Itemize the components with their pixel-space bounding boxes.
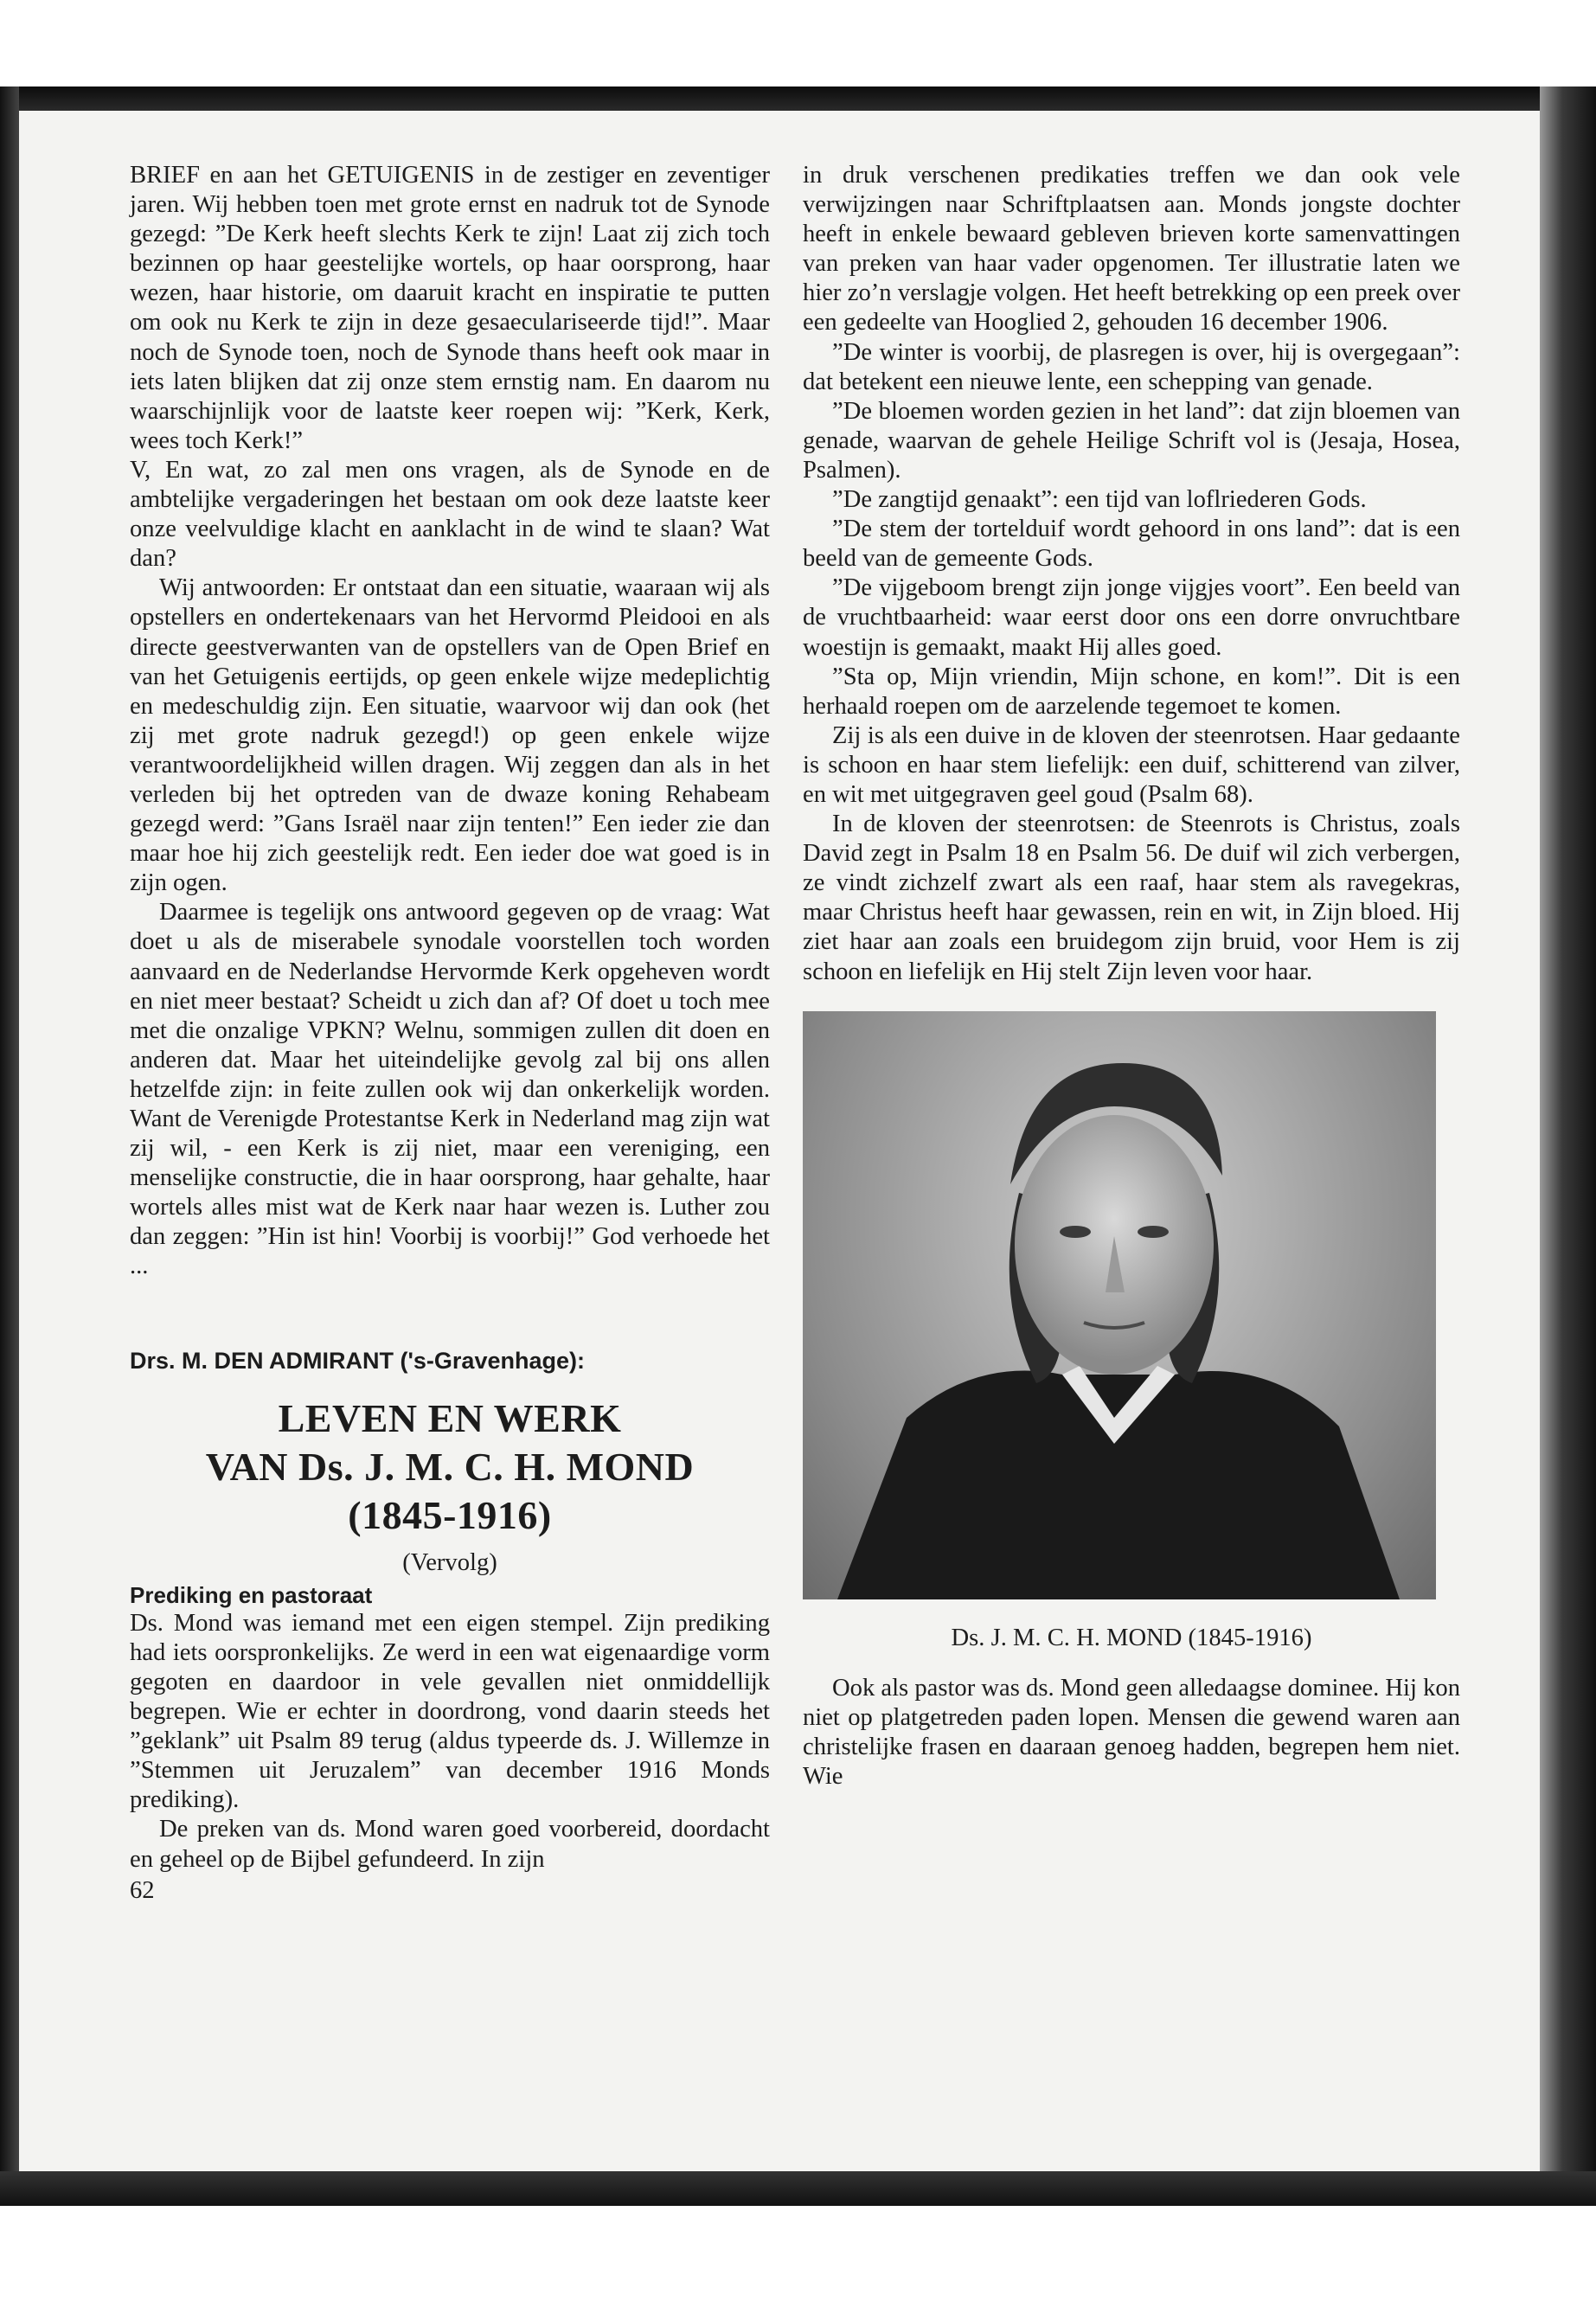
section-subheading: Prediking en pastoraat (130, 1581, 373, 1608)
photo-caption: Ds. J. M. C. H. MOND (1845-1916) (951, 1624, 1312, 1651)
right-column (803, 161, 1460, 1791)
paragraph: ”De vijgeboom brengt zijn jonge vijgjes voort”. Een beeld van de vruchtbaarheid: waar eerst door ons een dorre onvruchtbare woestijn is gemaakt, maakt Hij alles goed. (803, 574, 1460, 661)
magazine-page (19, 111, 1540, 2171)
article-title-line: VAN Ds. J. M. C. H. MOND (205, 1444, 695, 1489)
article-title (130, 1394, 770, 1540)
paragraph: ”De bloemen worden gezien in het land”: dat zijn bloemen van genade, waarvan de gehele Heilige Schrift vol is (Jesaja, Hosea, Psalmen). (803, 397, 1460, 484)
continued-label: (Vervolg) (402, 1548, 497, 1576)
portrait-illustration (803, 1011, 1436, 1599)
paragraph: Daarmee is tegelijk ons antwoord gegeven op de vraag: Wat doet u als de miserabele synodale voorstellen toch worden aanvaard en de Nederlandse Hervormde Kerk opgeheven wordt en niet meer bestaat? Scheidt u zich dan af? Of doet u toch mee met die onzalige VPKN? Welnu, sommigen zullen dit doen en anderen dat. Maar het uiteindelijke gevolg zal bij ons allen hetzelfde zijn: in feite zullen ook wij dan onkerkelijk worden. Want de Verenigde Protestantse Kerk in Nederland mag zijn wat zij wil, - een Kerk is zij niet, maar een vereniging, een menselijke constructie, die in haar oorsprong, haar gehalte, haar wortels alles mist wat de Kerk naar haar wezen is. Luther zou dan zeggen: ”Hin ist hin! Voorbij is voorbij!” God verhoede het ... (130, 899, 770, 1280)
paragraph: ”Sta op, Mijn vriendin, Mijn schone, en kom!”. Dit is een herhaald roepen om de aarzelende tegemoet te komen. (803, 663, 1460, 720)
binding-top-edge (0, 87, 1596, 111)
article-title-line: (1845-1916) (348, 1492, 552, 1537)
paragraph: Wij antwoorden: Er ontstaat dan een situatie, waaraan wij als opstellers en ondertekenaars van het Hervormd Pleidooi en als directe geestverwanten van de opstellers van de Open Brief en van het Getuigenis eertijds, op geen enkele wijze medeplichtig en medeschuldig zijn. Een situatie, waarvoor wij dan ook (het zij met grote nadruk gezegd!) op geen enkele wijze verantwoordelijkheid willen dragen. Wij zeggen dan als in het verleden bij het optreden van de dwaze koning Rehabeam gezegd werd: ”Gans Israël naar zijn tenten!” Een ieder zie dan maar hoe hij zich geestelijk redt. Een ieder doe wat goed is in zijn ogen. (130, 574, 770, 897)
paragraph: V, En wat, zo zal men ons vragen, als de Synode en de ambtelijke vergaderingen het bestaan om ook deze laatste keer onze veelvuldige klacht en aanklacht in de wind te slaan? Wat dan? (130, 456, 770, 573)
paragraph: in druk verschenen predikaties treffen we dan ook vele verwijzingen naar Schriftplaatsen aan. Monds jongste dochter heeft in enkele bewaard gebleven brieven korte samenvattingen van preken van haar vader opgenomen. Ter illustratie laten we hier zo’n verslagje volgen. Het heeft betrekking op een preek over een gedeelte van Hooglied 2, gehouden 16 december 1906. (803, 162, 1460, 336)
article-author: Drs. M. DEN ADMIRANT ('s-Gravenhage): (130, 1347, 585, 1374)
binding-bottom-edge (0, 2171, 1596, 2206)
paragraph: BRIEF en aan het GETUIGENIS in de zestiger en zeventiger jaren. Wij hebben toen met grote ernst en nadruk tot de Synode gezegd: ”De Kerk heeft slechts Kerk te zijn! Laat zij zich toch bezinnen op haar geestelijke wortels, op haar oorsprong, haar wezen, haar historie, om daaruit kracht en inspiratie te putten om ook nu Kerk te zijn in deze gesaeculariseerde tijd!”. Maar noch de Synode toen, noch de Synode thans heeft ook maar in iets laten blijken dat zij onze stem ernstig nam. En daarom nu waarschijnlijk voor de laatste keer roepen wij: ”Kerk, Kerk, wees toch Kerk!” (130, 162, 770, 454)
left-column (130, 161, 770, 1906)
binding-right-edge (1540, 87, 1596, 2206)
portrait-photo (803, 1011, 1436, 1599)
paragraph: ”De zangtijd genaakt”: een tijd van loflriederen Gods. (832, 486, 1367, 514)
spacer (130, 1282, 770, 1343)
paragraph: ”De stem der tortelduif wordt gehoord in ons land”: dat is een beeld van de gemeente Gods. (803, 516, 1460, 573)
paragraph: ”De winter is voorbij, de plasregen is over, hij is overgegaan”: dat betekent een nieuwe lente, een schepping van genade. (803, 338, 1460, 395)
paragraph: Ds. Mond was iemand met een eigen stempel. Zijn prediking had iets oorspronkelijks. Ze werd in een wat eigenaardige vorm gegoten en daardoor in vele gevallen niet onmiddellijk begrepen. Wie er echter in doordrong, vond daarin steeds het ”geklank” uit Psalm 89 terug (aldus typeerde ds. J. Willemze in ”Stemmen uit Jeruzalem” van december 1916 Monds prediking). (130, 1609, 770, 1814)
binding-left-edge (0, 87, 19, 2206)
article-title-line: LEVEN EN WERK (278, 1395, 622, 1440)
page-number: 62 (130, 1876, 155, 1904)
paragraph: De preken van ds. Mond waren goed voorbereid, doordacht en geheel op de Bijbel gefundeerd. In zijn (130, 1816, 770, 1873)
paragraph: Zij is als een duive in de kloven der steenrotsen. Haar gedaante is schoon en haar stem liefelijk: een duif, schitterend van zilver, en wit met uitgegraven geel goud (Psalm 68). (803, 721, 1460, 808)
paragraph: Ook als pastor was ds. Mond geen alledaagse dominee. Hij kon niet op platgetreden paden lopen. Mensen die gewend waren aan christelijke frasen en daaraan genoeg hadden, begrepen hem niet. Wie (803, 1674, 1460, 1790)
paragraph: In de kloven der steenrotsen: de Steenrots is Christus, zoals David zegt in Psalm 18 en Psalm 56. De duif wil zich verbergen, ze vindt zichzelf zwart als een raaf, haar stem als ravegekras, maar Christus heeft haar gewassen, rein en wit, in Zijn bloed. Hij ziet haar aan zoals een bruidegom zijn bruid, voor Hem is zij schoon en liefelijk en Hij stelt Zijn leven voor haar. (803, 811, 1460, 985)
